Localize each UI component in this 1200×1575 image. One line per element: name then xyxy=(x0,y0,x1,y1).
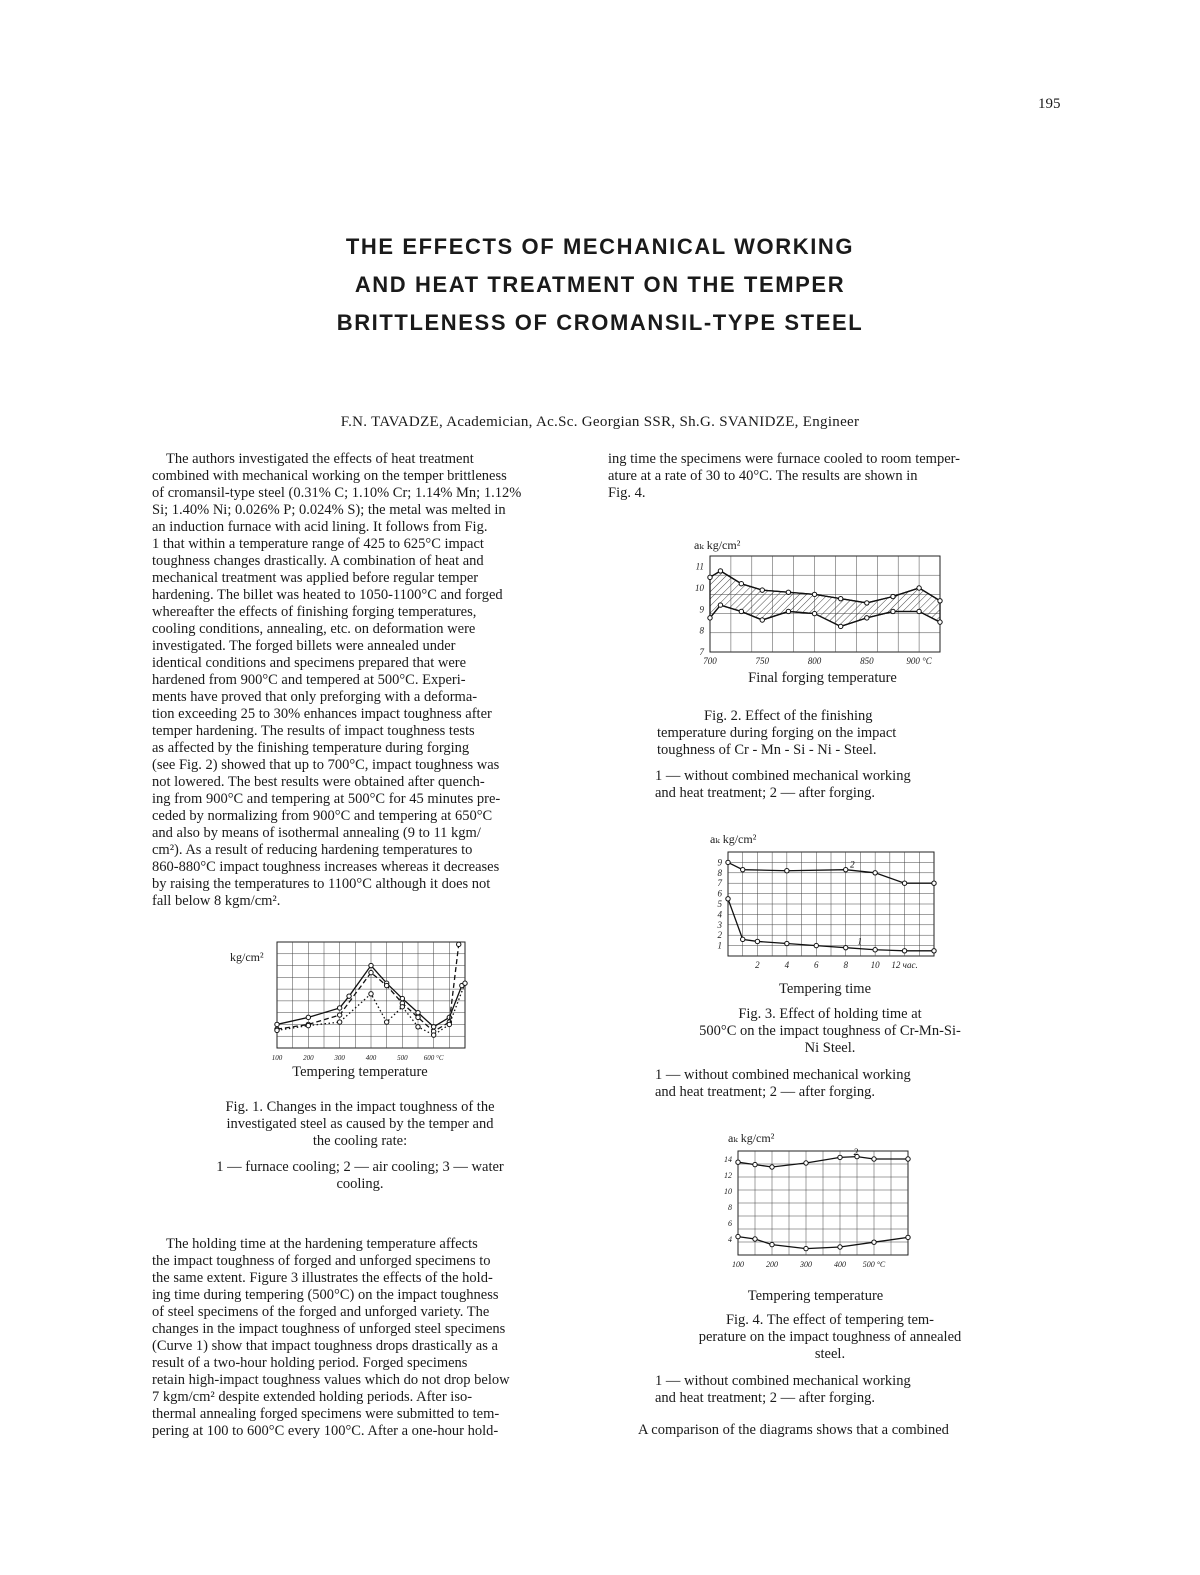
data-point xyxy=(932,949,936,953)
data-point xyxy=(347,994,351,998)
data-point xyxy=(760,618,764,622)
data-point xyxy=(838,1245,842,1249)
y-tick-label: 8 xyxy=(699,625,704,636)
fig4-xlabel: Tempering temperature xyxy=(747,1288,884,1304)
y-tick-label: 9 xyxy=(717,857,722,868)
data-point xyxy=(906,1157,910,1161)
x-tick-label: 200 xyxy=(766,1260,778,1269)
data-point xyxy=(736,1160,740,1164)
data-point xyxy=(726,860,730,864)
legend-line: 1 — without combined mechanical working xyxy=(655,1067,911,1083)
legend-line: cooling. xyxy=(336,1176,384,1192)
x-tick-label: 400 xyxy=(365,1054,377,1062)
data-point xyxy=(400,1005,404,1009)
fig3-xlabel: Tempering time xyxy=(779,981,871,997)
title-line: THE EFFECTS OF MECHANICAL WORKING xyxy=(345,234,855,259)
data-point xyxy=(753,1162,757,1166)
text-line: mechanical treatment was applied before regular temper xyxy=(152,570,479,586)
y-tick-label: 7 xyxy=(699,647,704,657)
y-tick-label: 6 xyxy=(717,888,722,899)
fig1-legend xyxy=(160,1159,560,1193)
text-line: The holding time at the hardening temperature affects xyxy=(166,1236,478,1252)
text-line: tion exceeding 25 to 30% enhances impact toughness after xyxy=(152,706,492,722)
fig1-ylabel: kg/cm² xyxy=(230,950,264,964)
y-tick-label: 3 xyxy=(717,919,722,930)
x-tick-label: 500 °C xyxy=(862,1260,886,1269)
text-line: 860-880°C impact toughness increases whereas it decreases xyxy=(152,859,500,875)
text-line: and also by means of isothermal annealing (9 to 11 kgm/ xyxy=(152,825,481,841)
data-point xyxy=(416,1015,420,1019)
text-line: retain high-impact toughness values which do not drop below xyxy=(152,1372,510,1388)
y-tick-label: 1 xyxy=(717,940,722,951)
y-tick-label: 8 xyxy=(717,867,722,878)
data-point xyxy=(785,941,789,945)
fig2-xlabel: Final forging temperature xyxy=(748,670,897,686)
fig2-caption xyxy=(640,708,1000,759)
x-tick-label: 600 °C xyxy=(423,1054,444,1062)
data-point xyxy=(814,943,818,947)
data-point xyxy=(786,590,790,594)
legend-line: and heat treatment; 2 — after forging. xyxy=(655,785,875,801)
data-point xyxy=(739,609,743,613)
y-tick-label: 11 xyxy=(695,561,704,572)
data-point xyxy=(902,881,906,885)
x-tick-label: 200 xyxy=(303,1054,314,1062)
x-tick-label: 900 °C xyxy=(906,656,932,666)
text-line: hardening. The billet was heated to 1050-1100°C and forged xyxy=(152,587,503,603)
text-line: toughness changes drastically. A combination of heat and xyxy=(152,553,484,569)
right-column-top-text xyxy=(608,451,1068,502)
data-point xyxy=(804,1161,808,1165)
left-column-bottom-text xyxy=(152,1236,592,1440)
fig4-caption xyxy=(620,1312,1040,1363)
text-line: combined with mechanical working on the temper brittleness xyxy=(152,468,507,484)
data-point xyxy=(872,1157,876,1161)
data-point xyxy=(770,1165,774,1169)
text-line: 7 kgm/cm² despite extended holding periods. After iso- xyxy=(152,1389,473,1405)
text-line: as affected by the finishing temperature during forging xyxy=(152,740,470,756)
fig4-ylabel: aₖ kg/cm² xyxy=(728,1131,775,1145)
data-point xyxy=(337,1006,341,1010)
text-line: hardened from 900°C and tempered at 500°C. Experi- xyxy=(152,672,466,688)
data-point xyxy=(917,609,921,613)
data-point xyxy=(447,1022,451,1026)
text-line: cooling conditions, annealing, etc. on deformation were xyxy=(152,621,476,637)
data-point xyxy=(369,963,373,967)
caption-line: Fig. 3. Effect of holding time at xyxy=(738,1006,922,1022)
data-point xyxy=(917,586,921,590)
data-point xyxy=(431,1025,435,1029)
data-point xyxy=(865,601,869,605)
x-tick-label: 300 xyxy=(334,1054,345,1062)
y-tick-label: 2 xyxy=(717,930,722,941)
data-point xyxy=(275,1028,279,1032)
data-point xyxy=(938,599,942,603)
data-point xyxy=(804,1246,808,1250)
x-tick-label: 700 xyxy=(703,656,717,666)
y-tick-label: 4 xyxy=(728,1235,732,1244)
text-line: cm²). As a result of reducing hardening temperatures to xyxy=(152,842,473,858)
data-point xyxy=(736,1234,740,1238)
data-point xyxy=(741,867,745,871)
left-column-top-text xyxy=(152,451,592,910)
data-point xyxy=(873,871,877,875)
text-line: A comparison of the diagrams shows that a combined xyxy=(638,1422,949,1438)
data-point xyxy=(906,1235,910,1239)
data-point xyxy=(369,970,373,974)
x-tick-label: 4 xyxy=(784,960,790,970)
data-point xyxy=(812,611,816,615)
legend-line: 1 — furnace cooling; 2 — air cooling; 3 — water xyxy=(216,1159,504,1175)
text-line: the same extent. Figure 3 illustrates the effects of the hold- xyxy=(152,1270,493,1286)
data-point xyxy=(753,1237,757,1241)
data-point xyxy=(891,609,895,613)
x-tick-label: 100 xyxy=(271,1054,283,1062)
fig3-caption xyxy=(630,1006,1030,1057)
text-line: of cromansil-type steel (0.31% C; 1.10% Cr; 1.14% Mn; 1.12% xyxy=(152,485,522,501)
text-line: investigated. The forged billets were annealed under xyxy=(152,638,456,654)
caption-line: the cooling rate: xyxy=(312,1133,408,1149)
fig1-xlabel: Tempering temperature xyxy=(292,1064,428,1080)
text-line: 1 that within a temperature range of 425 to 625°C impact xyxy=(152,536,484,552)
legend-line: and heat treatment; 2 — after forging. xyxy=(655,1084,875,1100)
caption-line: steel. xyxy=(814,1346,846,1362)
caption-line: Ni Steel. xyxy=(804,1040,856,1056)
x-tick-label: 6 xyxy=(814,960,819,970)
text-line: ceded by normalizing from 900°C and tempering at 650°C xyxy=(152,808,493,824)
y-tick-label: 12 xyxy=(724,1171,732,1180)
data-point xyxy=(838,624,842,628)
y-tick-label: 7 xyxy=(717,878,722,889)
data-point xyxy=(306,1023,310,1027)
fig2-ylabel: aₖ kg/cm² xyxy=(694,538,741,552)
page-number: 195 xyxy=(1038,96,1061,112)
data-point xyxy=(369,992,373,996)
text-line: Fig. 4. xyxy=(608,485,646,501)
fig2-legend xyxy=(655,768,1015,802)
data-point xyxy=(384,1020,388,1024)
data-point xyxy=(306,1015,310,1019)
text-line: not lowered. The best results were obtained after quench- xyxy=(152,774,485,790)
y-tick-label: 4 xyxy=(717,909,722,920)
data-point xyxy=(838,596,842,600)
x-tick-label: 800 xyxy=(807,656,822,666)
text-line: result of a two-hour holding period. Forged specimens xyxy=(152,1355,468,1371)
data-point xyxy=(337,1013,341,1017)
caption-line: perature on the impact toughness of annealed xyxy=(698,1329,962,1345)
data-point xyxy=(457,942,461,946)
data-point xyxy=(902,949,906,953)
y-tick-label: 8 xyxy=(728,1203,732,1212)
text-line: of steel specimens of the forged and unforged variety. The xyxy=(152,1304,490,1320)
fig3-legend xyxy=(655,1067,1015,1101)
text-line: ments have proved that only preforging with a deforma- xyxy=(152,689,478,705)
caption-line: Fig. 2. Effect of the finishing xyxy=(704,708,873,724)
y-tick-label: 10 xyxy=(695,583,704,593)
title-line: BRITTLENESS OF CROMANSIL-TYPE STEEL xyxy=(336,310,864,335)
x-tick-label: 12 час. xyxy=(891,960,918,970)
x-tick-label: 100 xyxy=(732,1260,744,1269)
fig1-caption xyxy=(160,1099,560,1150)
text-line: (see Fig. 2) showed that up to 700°C, impact toughness was xyxy=(152,757,500,773)
curve-label-2: 2 xyxy=(850,859,855,870)
data-point xyxy=(844,945,848,949)
text-line: pering at 100 to 600°C every 100°C. After a one-hour hold- xyxy=(152,1423,499,1439)
text-line: Si; 1.40% Ni; 0.026% P; 0.024% S); the metal was melted in xyxy=(152,502,506,518)
data-point xyxy=(873,948,877,952)
curve-label-1: 1 xyxy=(857,936,862,947)
y-tick-label: 5 xyxy=(717,899,722,909)
text-line: an induction furnace with acid lining. It follows from Fig. xyxy=(152,519,488,535)
x-tick-label: 2 xyxy=(755,960,760,970)
data-point xyxy=(812,592,816,596)
x-tick-label: 850 xyxy=(860,656,874,666)
caption-line: Fig. 1. Changes in the impact toughness of the xyxy=(225,1099,495,1115)
y-tick-label: 6 xyxy=(728,1219,732,1228)
fig3-chart xyxy=(712,844,942,976)
y-tick-label: 9 xyxy=(699,604,704,615)
data-point xyxy=(431,1033,435,1037)
text-line: changes in the impact toughness of unforged steel specimens xyxy=(152,1321,506,1337)
data-point xyxy=(770,1242,774,1246)
data-point xyxy=(891,594,895,598)
data-point xyxy=(739,582,743,586)
fig2-chart xyxy=(690,548,950,670)
text-line: (Curve 1) show that impact toughness drops drastically as a xyxy=(152,1338,498,1354)
y-tick-label: 14 xyxy=(724,1155,732,1164)
x-tick-label: 400 xyxy=(834,1260,846,1269)
data-point xyxy=(400,996,404,1000)
data-point xyxy=(708,616,712,620)
data-point xyxy=(384,983,388,987)
data-point xyxy=(785,869,789,873)
data-point xyxy=(463,981,467,985)
data-point xyxy=(938,620,942,624)
text-line: The authors investigated the effects of heat treatment xyxy=(166,451,474,467)
right-column-bottom-text xyxy=(638,1422,1058,1439)
text-line: identical conditions and specimens prepared that were xyxy=(152,655,467,671)
x-tick-label: 8 xyxy=(843,960,848,970)
caption-line: toughness of Cr - Mn - Si - Ni - Steel. xyxy=(657,742,877,758)
data-point xyxy=(416,1025,420,1029)
x-tick-label: 10 xyxy=(870,960,880,970)
paper-title xyxy=(280,228,920,342)
data-point xyxy=(726,897,730,901)
caption-line: 500°C on the impact toughness of Cr-Mn-Si- xyxy=(699,1023,961,1039)
data-point xyxy=(838,1155,842,1159)
curve-label-2: 2 xyxy=(853,1147,859,1157)
text-line: the impact toughness of forged and unforged specimens to xyxy=(152,1253,491,1269)
legend-line: 1 — without combined mechanical working xyxy=(655,768,911,784)
legend-line: 1 — without combined mechanical working xyxy=(655,1373,911,1389)
text-line: thermal annealing forged specimens were submitted to tem- xyxy=(152,1406,500,1422)
x-tick-label: 500 xyxy=(397,1054,408,1062)
data-point xyxy=(718,569,722,573)
text-line: ing from 900°C and tempering at 500°C for 45 minutes pre- xyxy=(152,791,501,807)
data-point xyxy=(932,881,936,885)
text-line: by raising the temperatures to 1100°C although it does not xyxy=(152,876,491,892)
fig4-legend xyxy=(655,1373,1015,1407)
data-point xyxy=(416,1010,420,1014)
data-point xyxy=(844,867,848,871)
legend-line: and heat treatment; 2 — after forging. xyxy=(655,1390,875,1406)
data-point xyxy=(786,609,790,613)
y-tick-label: 10 xyxy=(724,1187,732,1196)
fig4-chart xyxy=(720,1143,930,1273)
x-tick-label: 750 xyxy=(755,656,770,666)
data-point xyxy=(708,575,712,579)
text-line: ing time during tempering (500°C) on the impact toughness xyxy=(152,1287,499,1303)
data-point xyxy=(275,1022,279,1026)
authors-line: F.N. TAVADZE, Academician, Ac.Sc. Georgian SSR, Sh.G. SVANIDZE, Engineer xyxy=(340,414,860,430)
fig1-chart xyxy=(265,930,480,1070)
text-line: whereafter the effects of finishing forging temperatures, xyxy=(152,604,477,620)
fig3-ylabel: aₖ kg/cm² xyxy=(710,832,757,846)
text-line: fall below 8 kgm/cm². xyxy=(152,893,281,909)
data-point xyxy=(760,588,764,592)
caption-line: temperature during forging on the impact xyxy=(657,725,897,741)
caption-line: Fig. 4. The effect of tempering tem- xyxy=(725,1312,935,1328)
data-point xyxy=(865,616,869,620)
data-point xyxy=(337,1020,341,1024)
text-line: temper hardening. The results of impact toughness tests xyxy=(152,723,475,739)
caption-line: investigated steel as caused by the temper and xyxy=(226,1116,494,1132)
data-point xyxy=(872,1240,876,1244)
text-line: ature at a rate of 30 to 40°C. The results are shown in xyxy=(608,468,918,484)
data-point xyxy=(755,939,759,943)
title-line: AND HEAT TREATMENT ON THE TEMPER xyxy=(354,272,846,297)
x-tick-label: 300 xyxy=(800,1260,812,1269)
data-point xyxy=(741,937,745,941)
data-point xyxy=(718,603,722,607)
text-line: ing time the specimens were furnace cooled to room temper- xyxy=(608,451,961,467)
